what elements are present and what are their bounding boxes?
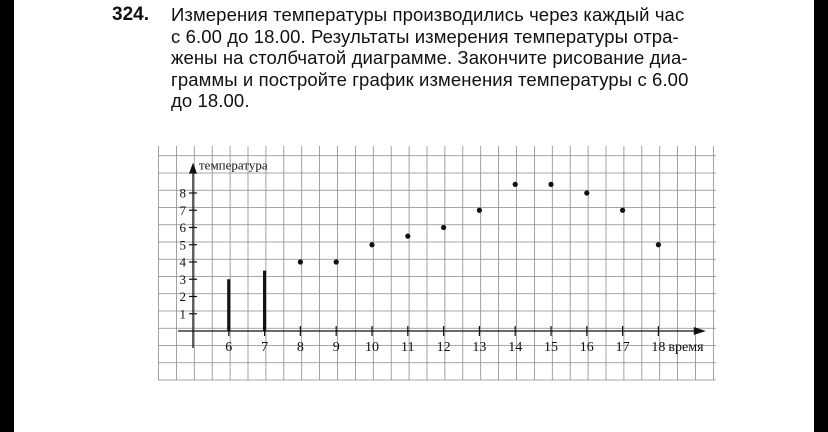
x-tick-label: 6 bbox=[225, 340, 233, 355]
x-tick-label: 11 bbox=[401, 340, 415, 355]
problem-number: 324. bbox=[112, 4, 149, 25]
x-tick-label: 18 bbox=[651, 340, 666, 355]
y-tick-label: 2 bbox=[179, 289, 186, 304]
y-tick-label: 7 bbox=[179, 202, 186, 218]
data-point bbox=[441, 225, 446, 230]
x-tick-label: 12 bbox=[436, 340, 451, 355]
y-tick-label: 8 bbox=[179, 185, 186, 201]
problem-text-line: граммы и постройте график изменения температуры с 6.00 bbox=[171, 68, 689, 90]
x-tick-label: 16 bbox=[579, 340, 594, 355]
x-tick-label: 9 bbox=[332, 340, 340, 355]
x-tick-label: 8 bbox=[296, 340, 304, 355]
data-point bbox=[513, 182, 518, 187]
problem-text-line: Измерения температуры производились через каждый час bbox=[171, 4, 685, 25]
data-point bbox=[548, 182, 553, 187]
y-tick-label: 4 bbox=[179, 254, 186, 270]
y-tick-label: 3 bbox=[179, 271, 186, 287]
x-tick-label: 15 bbox=[544, 340, 558, 355]
y-tick-label: 6 bbox=[179, 220, 186, 235]
data-point bbox=[298, 259, 303, 264]
problem-text-line: с 6.00 до 18.00. Результаты измерения температуры отра- bbox=[171, 25, 679, 47]
y-axis-label: температура bbox=[199, 157, 268, 173]
x-tick-label: 14 bbox=[508, 340, 523, 355]
x-tick-label: 7 bbox=[261, 340, 269, 355]
y-axis-arrow bbox=[189, 163, 197, 174]
problem-text-line: до 18.00. bbox=[171, 90, 250, 111]
problem-text-line: жены на столбчатой диаграмме. Закончите рисование диа- bbox=[171, 47, 688, 68]
y-tick-label: 5 bbox=[179, 237, 186, 253]
x-axis-label: время bbox=[668, 340, 704, 355]
x-tick-label: 13 bbox=[472, 340, 487, 355]
y-tick-label: 1 bbox=[179, 306, 186, 322]
data-point bbox=[334, 259, 339, 264]
x-tick-label: 17 bbox=[615, 340, 630, 355]
x-tick-label: 10 bbox=[365, 340, 379, 355]
data-point bbox=[405, 234, 410, 239]
data-point bbox=[369, 242, 374, 247]
data-point bbox=[584, 190, 589, 195]
data-point bbox=[477, 208, 482, 213]
data-point bbox=[656, 242, 661, 247]
data-point bbox=[620, 208, 625, 213]
